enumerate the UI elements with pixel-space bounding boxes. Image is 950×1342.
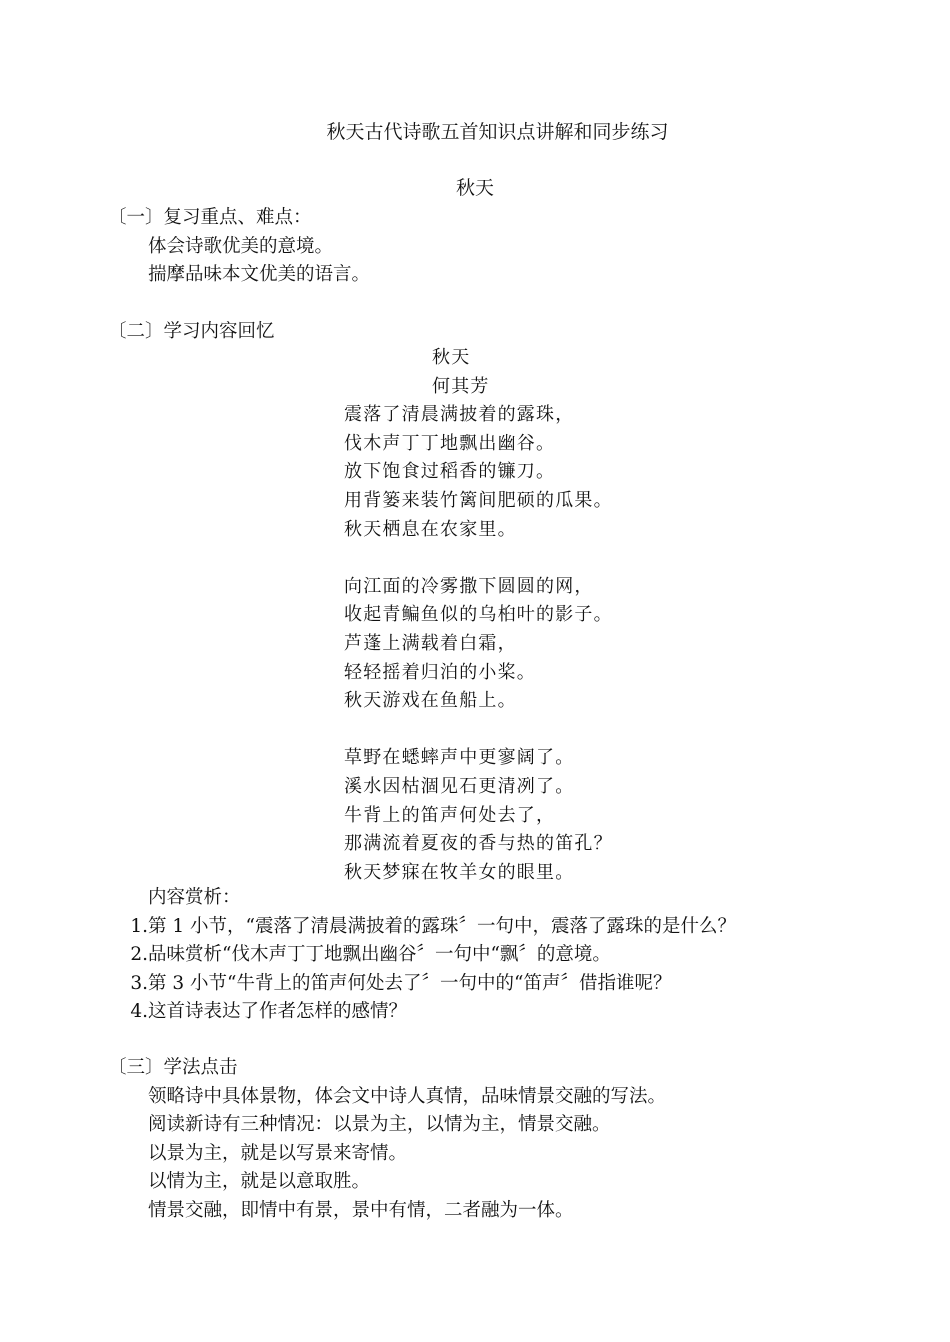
section-heading: 〔一〕复习重点、难点： xyxy=(108,207,312,228)
question-text: 第 1 小节，“震落了清晨满披着的露珠〞一句中，震落了露珠的是什么？ xyxy=(148,915,736,937)
poem-line: 那满流着夏夜的香与热的笛孔？ xyxy=(344,833,613,855)
paragraph-line: 以景为主，就是以写景来寄情。 xyxy=(148,1142,408,1164)
paragraph-line: 揣摩品味本文优美的语言。 xyxy=(148,264,371,286)
question-list xyxy=(108,913,736,1027)
question-text: 这首诗表达了作者怎样的感情？ xyxy=(148,1001,408,1023)
question-item xyxy=(108,913,736,942)
paragraph-line: 领略诗中具体景物，体会文中诗人真情，品味情景交融的写法。 xyxy=(148,1085,667,1107)
poem-line: 溪水因枯涸见石更清冽了。 xyxy=(344,775,575,797)
question-text: 第 3 小节“牛背上的笛声何处去了〞一句中的“笛声〞借指谁呢？ xyxy=(148,972,672,994)
poem-line: 秋天梦寐在牧羊女的眼里。 xyxy=(344,861,575,883)
poem-line: 轻轻摇着归泊的小桨。 xyxy=(344,661,536,683)
section-study-methods xyxy=(108,1054,666,1226)
paragraph-line: 情景交融，即情中有景，景中有情，二者融为一体。 xyxy=(148,1199,574,1221)
document-subtitle: 秋天 xyxy=(455,177,494,199)
poem-line: 芦蓬上满载着白霜， xyxy=(344,632,517,654)
question-number: 2. xyxy=(130,944,148,966)
question-item xyxy=(108,998,736,1027)
poem-line: 秋天游戏在鱼船上。 xyxy=(344,690,517,712)
poem-author: 何其芳 xyxy=(432,375,490,397)
poem-line: 伐木声丁丁地飘出幽谷。 xyxy=(344,432,556,454)
question-number: 1. xyxy=(130,915,148,937)
poem-line: 草野在蟋蟀声中更寥阔了。 xyxy=(344,747,575,769)
section-heading: 〔二〕学习内容回忆 xyxy=(108,321,275,342)
question-number: 3. xyxy=(130,972,148,994)
poem-title: 秋天 xyxy=(432,347,471,368)
question-item xyxy=(108,970,736,999)
poem-line: 震落了清晨满披着的露珠， xyxy=(344,404,575,426)
paragraph-line: 体会诗歌优美的意境。 xyxy=(148,235,334,257)
poem-line: 向江面的冷雾撒下圆圆的网， xyxy=(344,575,594,597)
paragraph-line: 以情为主，就是以意取胜。 xyxy=(148,1171,371,1193)
poem-line: 牛背上的笛声何处去了， xyxy=(344,804,556,826)
document-title: 秋天古代诗歌五首知识点讲解和同步练习 xyxy=(326,121,669,143)
section-review-points xyxy=(108,204,370,290)
paragraph-line: 阅读新诗有三种情况：以景为主，以情为主，情景交融。 xyxy=(148,1114,611,1136)
stanza-gap xyxy=(344,544,613,573)
stanza-gap xyxy=(344,716,613,745)
question-number: 4. xyxy=(130,1001,148,1023)
poem-line: 收起青鳊鱼似的乌桕叶的影子。 xyxy=(344,604,613,626)
poem-line: 用背篓来装竹篱间肥硕的瓜果。 xyxy=(344,489,613,511)
section-heading: 〔三〕学法点击 xyxy=(108,1057,238,1078)
question-item xyxy=(108,941,736,970)
question-text: 品味赏析“伐木声丁丁地飘出幽谷〞一句中“飘〞的意境。 xyxy=(148,944,611,966)
section-content-recall-heading xyxy=(108,318,275,347)
analysis-label: 内容赏析： xyxy=(148,887,241,908)
poem xyxy=(344,344,613,887)
section-analysis xyxy=(108,884,736,1027)
poem-line: 放下饱食过稻香的镰刀。 xyxy=(344,461,556,483)
poem-line: 秋天栖息在农家里。 xyxy=(344,518,517,540)
